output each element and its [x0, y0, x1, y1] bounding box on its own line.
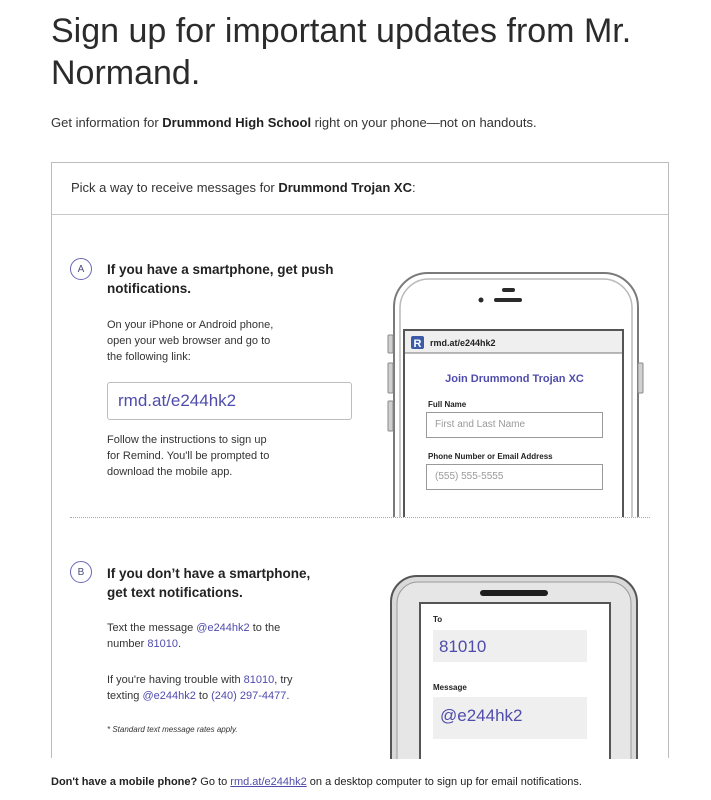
signup-link[interactable]: rmd.at/e244hk2: [118, 391, 237, 410]
to-value: 81010: [439, 637, 487, 656]
follow-line3: download the mobile app.: [107, 466, 233, 478]
instr-line3: the following link:: [107, 351, 191, 363]
option-b-trouble: [107, 672, 293, 704]
option-b-text-instructions: [107, 620, 280, 652]
message-label: Message: [433, 683, 467, 692]
join-title: Join Drummond Trojan XC: [445, 373, 584, 385]
footer-text: [51, 776, 582, 788]
full-name-placeholder: First and Last Name: [435, 419, 526, 430]
option-b-title-line1: If you don’t have a smartphone,: [107, 566, 311, 581]
intro-text: [51, 115, 537, 130]
sms-code: @e244hk2: [196, 622, 250, 634]
instr-line2: open your web browser and go to: [107, 335, 271, 347]
to-field: [433, 630, 587, 662]
option-a-follow: [107, 432, 269, 480]
texting-post: .: [286, 690, 290, 702]
footer-bold: Don't have a mobile phone?: [51, 776, 198, 788]
intro-pre: Get information for: [51, 115, 163, 130]
contact-placeholder: (555) 555-5555: [435, 471, 504, 482]
text-mid: to the: [249, 622, 281, 634]
browser-url: rmd.at/e244hk2: [430, 338, 496, 348]
number-pre: number: [107, 638, 148, 650]
class-name: Drummond Trojan XC: [278, 180, 412, 195]
contact-field[interactable]: [426, 464, 603, 490]
option-a-instructions: [107, 317, 273, 365]
pick-way-text: [71, 180, 416, 195]
option-b-title-line2: get text notifications.: [107, 585, 243, 600]
pick-pre: Pick a way to receive messages for: [71, 180, 279, 195]
badge-a-letter: A: [77, 263, 85, 275]
option-a-title-line2: notifications.: [107, 281, 191, 296]
option-a-title: [107, 260, 334, 298]
texting-pre: texting: [107, 690, 143, 702]
rates-note: * Standard text message rates apply.: [107, 725, 238, 734]
full-name-field[interactable]: [426, 412, 603, 438]
sms-number: 81010: [147, 638, 178, 650]
svg-text:R: R: [413, 338, 422, 350]
badge-b-letter: B: [77, 566, 85, 578]
school-name: Drummond High School: [162, 115, 312, 130]
feature-phone-illustration: [390, 573, 640, 759]
footer-link[interactable]: rmd.at/e244hk2: [230, 776, 307, 788]
to-label: To: [433, 615, 443, 624]
trouble-number: 81010: [243, 674, 275, 686]
instr-line1: On your iPhone or Android phone,: [107, 319, 274, 331]
trouble-pre: If you're having trouble with: [107, 674, 244, 686]
signup-options-box: [51, 162, 669, 758]
number-post: .: [177, 638, 182, 650]
trouble-post: , try: [274, 674, 293, 686]
contact-label: Phone Number or Email Address: [428, 452, 553, 461]
texting-mid: to: [195, 690, 212, 702]
page-title-text: Sign up for important updates from Mr. Normand.: [51, 12, 632, 92]
texting-code: @e244hk2: [142, 690, 196, 702]
option-a-title-line1: If you have a smartphone, get push: [107, 262, 334, 277]
page-title: [51, 10, 671, 94]
text-pre: Text the message: [107, 622, 197, 634]
option-a-badge: [70, 258, 92, 280]
smartphone-illustration: [382, 267, 647, 517]
full-name-label: Full Name: [428, 400, 467, 409]
message-field: [433, 697, 587, 739]
follow-line1: Follow the instructions to sign up: [107, 434, 267, 446]
option-b-title: [107, 564, 310, 602]
box-header: [52, 163, 668, 215]
intro-post: right on your phone—not on handouts.: [311, 115, 537, 130]
signup-link-box[interactable]: [107, 382, 352, 420]
alt-number: (240) 297-4477: [211, 690, 287, 702]
follow-line2: for Remind. You'll be prompted to: [107, 450, 270, 462]
pick-post: :: [411, 180, 416, 195]
section-divider: [70, 517, 650, 518]
option-b-badge: [70, 561, 92, 583]
footer-pre: Go to: [197, 776, 231, 788]
footer-post: on a desktop computer to sign up for email notifications.: [306, 776, 582, 788]
message-value: @e244hk2: [440, 706, 523, 725]
